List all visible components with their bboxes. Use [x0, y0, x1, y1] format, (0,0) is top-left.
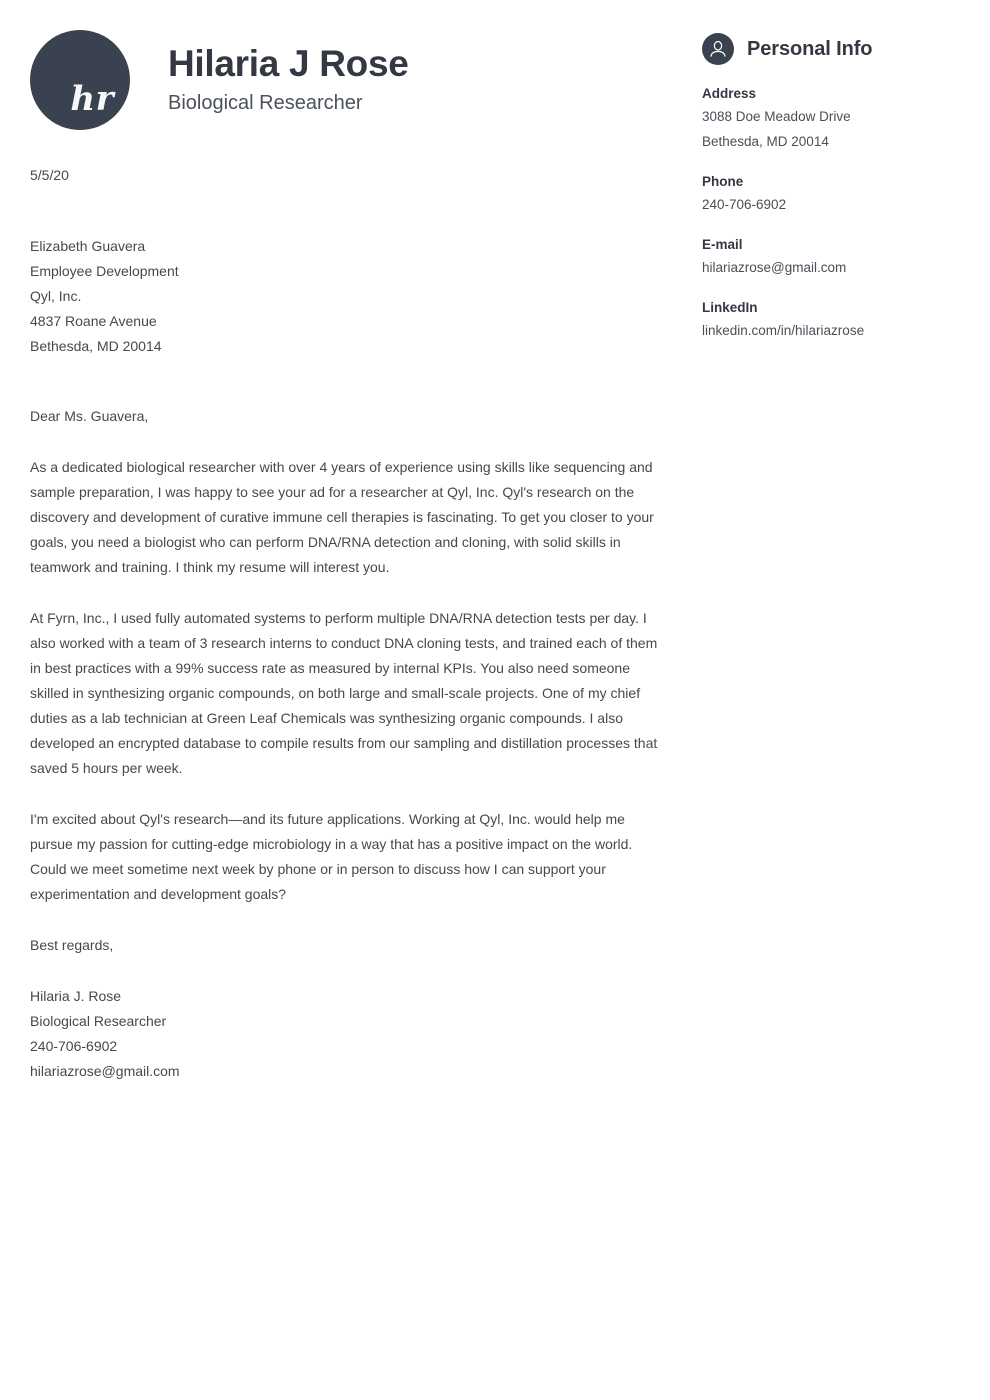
- field-linkedin: [702, 298, 962, 343]
- identity-block: [168, 44, 409, 116]
- closing-line: Best regards,: [30, 937, 114, 953]
- field-value: Bethesda, MD 20014: [702, 134, 829, 149]
- avatar: [30, 30, 130, 130]
- recipient-company: Qyl, Inc.: [30, 288, 82, 304]
- field-label: E-mail: [702, 237, 743, 252]
- field-email: [702, 235, 962, 280]
- salutation: Dear Ms. Guavera,: [30, 408, 149, 424]
- field-label: LinkedIn: [702, 300, 758, 315]
- body-paragraph-3: I'm excited about Qyl's research—and its future applications. Working at Qyl, Inc. would help me pursue my passion for cutting-edge microbiology in a way that has a positive impact on the world. Could we meet sometime next week by phone or in person to discuss how I can support your experimentation and development goals?: [30, 811, 633, 902]
- signature-title: Biological Researcher: [30, 1013, 167, 1029]
- field-value: hilariazrose@gmail.com: [702, 260, 847, 275]
- signature-email: hilariazrose@gmail.com: [30, 1063, 180, 1079]
- signature-name: Hilaria J. Rose: [30, 988, 122, 1004]
- field-address: [702, 84, 962, 154]
- job-title: Biological Researcher: [168, 92, 363, 115]
- field-value: 240-706-6902: [702, 197, 787, 212]
- recipient-name: Elizabeth Guavera: [30, 238, 146, 254]
- recipient-street: 4837 Roane Avenue: [30, 313, 157, 329]
- signature-phone: 240-706-6902: [30, 1038, 118, 1054]
- body-paragraph-2: At Fyrn, Inc., I used fully automated systems to perform multiple DNA/RNA detection tests per day. I also worked with a team of 3 research interns to conduct DNA cloning tests, and trained each of them in best practices with a 99% success rate as measured by internal KPIs. You also need someone skilled in synthesizing organic compounds, on both large and small-scale projects. One of my chief duties as a lab technician at Green Leaf Chemicals was synthesizing organic compounds. I also developed an encrypted database to compile results from our sampling and distillation processes that saved 5 hours per week.: [30, 610, 658, 776]
- field-label: Phone: [702, 174, 744, 189]
- field-phone: [702, 172, 962, 217]
- recipient-department: Employee Development: [30, 263, 179, 279]
- field-value: linkedin.com/in/hilariazrose: [702, 323, 865, 338]
- body-paragraph-1: As a dedicated biological researcher with over 4 years of experience using skills like sequencing and sample preparation, I was happy to see your ad for a researcher at Qyl, Inc. Qyl's research on the discovery and development of curative immune cell therapies is fascinating. To get you closer to your goals, you need a biologist who can perform DNA/RNA detection and cloning, with solid skills in teamwork and training. I think my resume will interest you.: [30, 459, 654, 575]
- letter-main-column: [30, 28, 665, 1084]
- avatar-monogram: hr: [70, 79, 114, 119]
- field-value: 3088 Doe Meadow Drive: [702, 109, 851, 124]
- personal-info-sidebar: [702, 32, 962, 343]
- person-icon: [702, 33, 734, 65]
- letterhead: [30, 28, 665, 132]
- field-label: Address: [702, 86, 757, 101]
- personal-info-header: [702, 32, 962, 66]
- letter-date: 5/5/20: [30, 167, 69, 183]
- recipient-address-block: [30, 234, 665, 359]
- recipient-city-state-zip: Bethesda, MD 20014: [30, 338, 162, 354]
- signature-block: [30, 984, 665, 1084]
- page-title: Hilaria J Rose: [168, 42, 409, 84]
- personal-info-title: Personal Info: [747, 38, 873, 60]
